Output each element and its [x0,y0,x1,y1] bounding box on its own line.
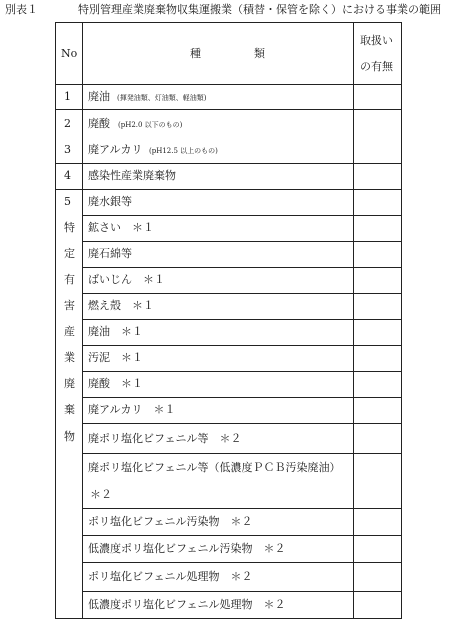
row-note: (揮発油類、灯油類、軽油類) [117,94,207,102]
group-label-char: 廃 [64,377,75,390]
header-type-char-2: 類 [254,47,265,60]
group-label-char: 定 [64,247,75,260]
row-name: 鉱さい ＊１ [88,221,154,234]
header-no: No [61,47,78,60]
row-name: 低濃度ポリ塩化ビフェニル汚染物 ＊２ [88,542,286,555]
group-label-char: 有 [64,273,75,286]
row-no: 1 [64,90,71,103]
row-no: 2 [64,117,71,130]
row-name: 廃ポリ塩化ビフェニル等（低濃度ＰＣＢ汚染廃油） [88,461,341,474]
page-title: 特別管理産業廃棄物収集運搬業（積替・保管を除く）における事業の範囲 [78,3,441,16]
row-name: 廃アルカリ ＊１ [88,403,176,416]
row-no: 4 [64,169,71,182]
group-label-char: 物 [64,430,75,443]
row-name: ばいじん ＊１ [88,273,165,286]
row-name: 感染性産業廃棄物 [88,169,176,182]
header-handle-1: 取扱い [360,34,393,47]
row-no: 5 [64,195,71,208]
row-name: 廃酸 [88,117,110,130]
row-no: 3 [64,143,71,156]
row-name-line2: ＊２ [90,488,112,501]
row-name: 廃水銀等 [88,195,132,208]
row-name: 廃油 [88,90,110,103]
row-name: 廃石綿等 [88,247,132,260]
group-label-char: 棄 [64,403,75,416]
header-handle-2: の有無 [360,60,393,73]
group-label-char: 産 [64,325,75,338]
row-name: ポリ塩化ビフェニル処理物 ＊２ [88,570,253,583]
row-name: 燃え殻 ＊１ [88,299,154,312]
row-name: 低濃度ポリ塩化ビフェニル処理物 ＊２ [88,598,286,611]
row-name: 廃酸 ＊１ [88,377,143,390]
group-label-char: 害 [64,299,75,312]
group-label-char: 特 [64,221,75,234]
row-note: (pH2.0 以下のもの) [118,121,183,129]
row-name: 廃ポリ塩化ビフェニル等 ＊２ [88,432,242,445]
row-note: (pH12.5 以上のもの) [149,147,218,155]
row-name: 廃アルカリ [88,143,143,156]
group-label-char: 業 [64,351,75,364]
header-type-char-1: 種 [190,47,201,60]
row-name: ポリ塩化ビフェニル汚染物 ＊２ [88,515,253,528]
row-name: 廃油 ＊１ [88,325,143,338]
table-label: 別表１ [5,3,38,16]
row-name: 汚泥 ＊１ [88,351,143,364]
